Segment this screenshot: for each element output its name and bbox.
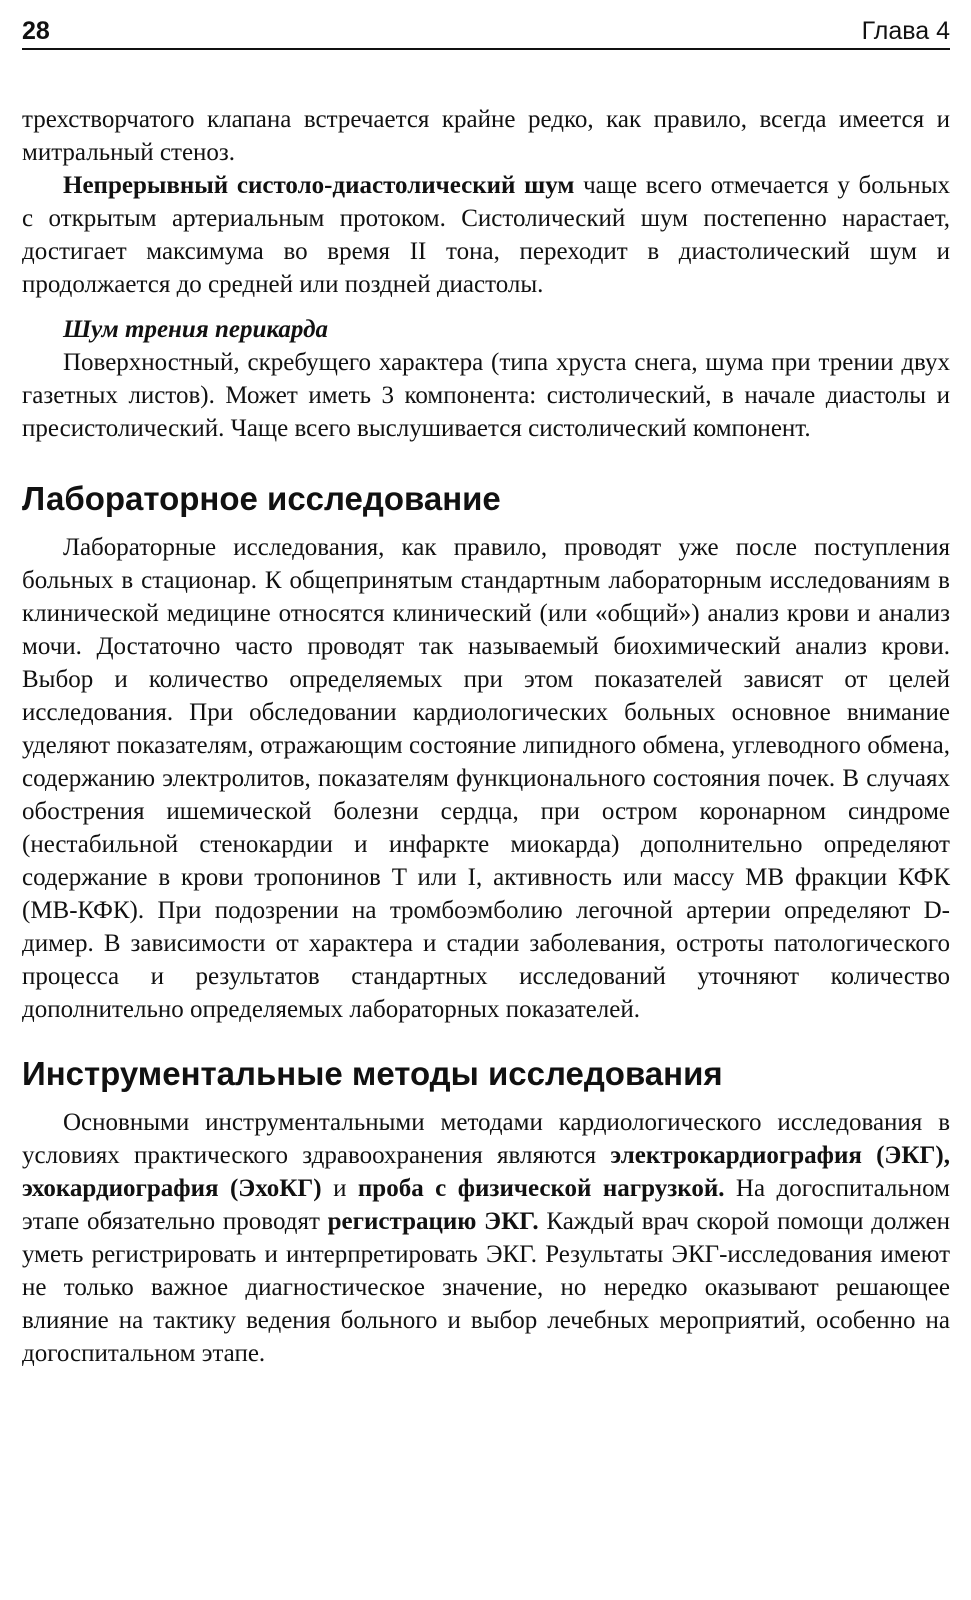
paragraph-text: На догоспитальном этапе обязательно проводят [22, 1175, 950, 1235]
term-ecg-echo: электрокардиография (ЭКГ), эхокардиография (ЭхоКГ) [22, 1142, 950, 1202]
paragraph-text: чаще всего отмечается у больных с открытым артериальным протоком. Систолический шум постепенно нарастает, достигает максимума во время II тона, переходит в диастолический шум и продолжается до средней или поздней диастолы. [22, 172, 950, 298]
page-number: 28 [22, 17, 50, 45]
paragraph-continuous-murmur [22, 169, 950, 301]
paragraph-text: и [321, 1175, 358, 1202]
paragraph-text: Каждый врач скорой помощи должен уметь регистрировать и интерпретировать ЭКГ. Результаты ЭКГ-исследования имеют не только важное диагностическое значение, но нередко оказывают решающее влияние на тактику ведения больного и выбор лечебных мероприятий, особенно на догоспитальном этапе. [22, 1208, 950, 1367]
term-ecg-registration: регистрацию ЭКГ. [327, 1208, 539, 1235]
running-header [22, 16, 950, 50]
section-heading-instrumental: Инструментальные методы исследования [22, 1055, 723, 1092]
term-stress-test: проба с физической нагрузкой. [357, 1175, 725, 1202]
paragraph-laboratory: Лабораторные исследования, как правило, проводят уже после поступления больных в стационар. К общепринятым стандартным лабораторным исследованиям в клинической медицине относятся клинический (или «общий») анализ крови и анализ мочи. Достаточно часто проводят так называемый биохимический анализ крови. Выбор и количество определяемых при этом показателей зависят от целей исследования. При обследовании кардиологических больных основное внимание уделяют показателям, отражающим состояние липидного обмена, углеводного обмена, содержанию электролитов, показателям функционального состояния почек. В случаях обострения ишемической болезни сердца, при остром коронарном синдроме (нестабильной стенокардии и инфаркте миокарда) дополнительно определяют содержание в крови тропонинов T или I, активность или массу MB фракции КФК (MB-КФК). При подозрении на тромбоэмболию легочной артерии определяют D-димер. В зависимости от характера и стадии заболевания, остроты патологического процесса и результатов стандартных исследований уточняют количество дополнительно определяемых лабораторных показателей. [22, 534, 950, 1023]
paragraph-instrumental [22, 1106, 950, 1370]
chapter-label: Глава 4 [861, 17, 950, 45]
page-body [22, 103, 950, 1370]
subheading-pericardial-rub: Шум трения перикарда [63, 316, 328, 343]
paragraph-continuation: трехстворчатого клапана встречается крайне редко, как правило, всегда имеется и митральный стеноз. [22, 106, 950, 166]
section-heading-laboratory: Лабораторное исследование [22, 480, 501, 517]
term-continuous-murmur: Непрерывный систоло-диастолический шум [63, 172, 575, 199]
paragraph-pericardial-rub: Поверхностный, скребущего характера (типа хруста снега, шума при трении двух газетных листов). Может иметь 3 компонента: систолический, в начале диастолы и пресистолический. Чаще всего выслушивается систолический компонент. [22, 349, 950, 442]
paragraph-text: Основными инструментальными методами кардиологического исследования в условиях практического здравоохранения являются [22, 1109, 950, 1169]
